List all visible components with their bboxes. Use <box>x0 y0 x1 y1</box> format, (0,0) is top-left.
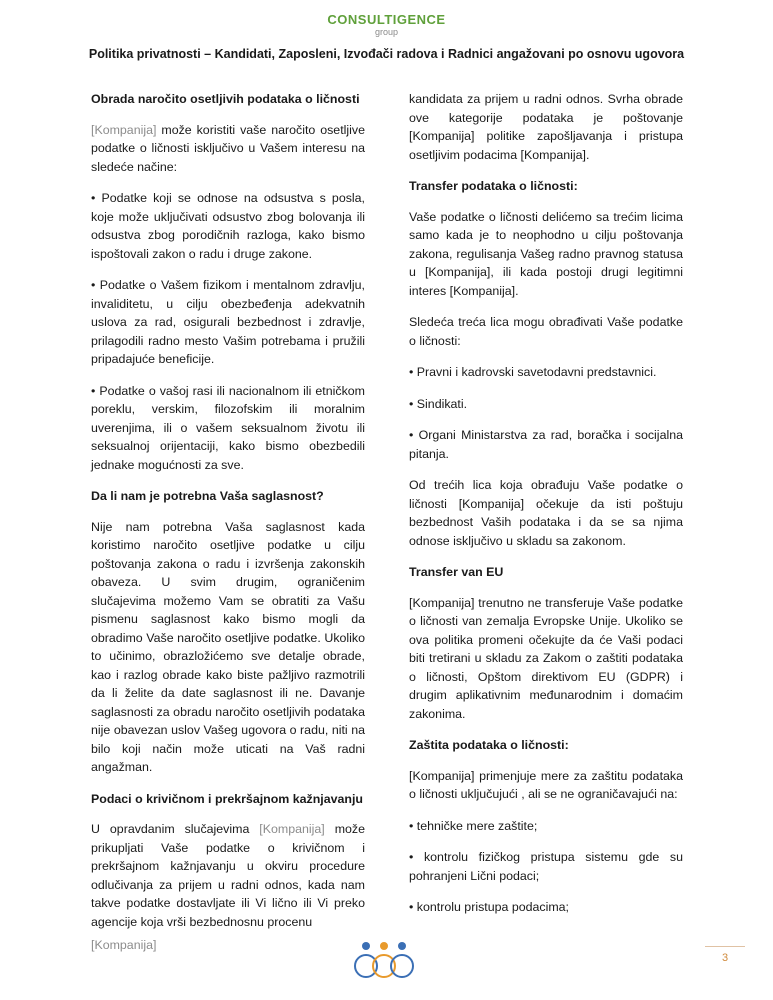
logo-wordmark: CONSULTIGENCE <box>327 12 446 27</box>
company-placeholder: [Kompanija] <box>259 822 325 836</box>
document-title: Politika privatnosti – Kandidati, Zaposleni, Izvođači radova i Radnici angažovani po osnovu ugovora <box>88 47 685 61</box>
bullet-legal-advisors: • Pravni i kadrovski savetodavni predstavnici. <box>409 365 657 379</box>
bullet-technical-measures: • tehničke mere zaštite; <box>409 818 538 833</box>
bullet-unions: • Sindikati. <box>409 396 468 411</box>
third-parties-intro: Sledeća treća lica mogu obrađivati Vaše podatke o ličnosti: <box>409 315 683 348</box>
page-number: 3 <box>722 952 729 964</box>
section-intro-sensitive-data <box>91 121 365 177</box>
section-heading-consent: Da li nam je potrebna Vaša saglasnost? <box>91 489 324 503</box>
footer-logo-icon <box>352 938 416 982</box>
footer-divider <box>705 946 745 947</box>
bullet-absence-data: • Podatke koji se odnose na odsustva s posla, koje može uključivati odsustvo zbog bolovanja ili odsustva zbog porodičnih razloga, kako bismo ispoštovali zakon o radu i druge zakone. <box>91 191 365 261</box>
criminal-text-pre: U opravdanim slučajevima <box>91 822 260 836</box>
section-heading-sensitive-data: Obrada naročito osetljivih podataka o ličnosti <box>91 92 360 106</box>
header-logo <box>0 12 773 37</box>
section-heading-data-protection: Zaštita podataka o ličnosti: <box>409 738 569 752</box>
bullet-physical-access-control: • kontrolu fizičkog pristupa sistemu gde su pohranjeni Lični podaci; <box>409 850 683 883</box>
section-heading-criminal-records: Podaci o krivičnom i prekršajnom kažnjavanju <box>91 791 364 806</box>
bullet-data-access-control: • kontrolu pristupa podacima; <box>409 900 569 914</box>
criminal-text-post: može prikupljati Vaše podatke o krivičnom i prekršajnom kažnjavanju u okviru procedure odlučivanja za prijem u radni odnos, kada nam takve podatke dostavljate ili Vi lično ili Vi preko agencije koja vrši bezbednosnu procenu <box>91 822 365 929</box>
intro-text: može koristiti vaše naročito osetljive podatke o ličnosti isključivo u Vašem interesu na sledeće načine: <box>91 122 365 174</box>
section-heading-transfer-outside-eu: Transfer van EU <box>409 565 504 579</box>
consent-paragraph: Nije nam potrebna Vaša saglasnost kada koristimo naročito osetljive podatke u cilju poštovanja zakona o radu i izvršenja zakonskih obaveza. U svim drugim, ograničenim slučajevima možemo Vam se obratiti za Vašu pismenu saglasnost kako bismo mogli da obradimo Vaše naročito osetljive podatke. Ukoliko to učinimo, obrazložićemo sve detalje obrade, kao i razlog obrade kako biste pažljivo razmotrili da li želite da date saglasnost ili ne. Davanje saglasnosti za obradu naročito osetljivih podataka nije obavezan uslov Vašeg ugovora o radu, niti na bilo koji način može uticati na Vaš radni angažman. <box>91 519 365 774</box>
transfer-paragraph: Vaše podatke o ličnosti delićemo sa trećim licima samo kada je to neophodno u cilju poštovanja zakona, regulisanja Vašeg radno pravnog statusa u [Kompanija], ili kada postoji drugi legitimni interes [Kompanija]. <box>409 209 683 298</box>
right-column <box>409 90 683 930</box>
bullet-health-data: • Podatke o Vašem fizikom i mentalnom zdravlju, invaliditetu, u cilju obezbeđenja adekvatnih uslova za rad, osigurali bezbednost i zdravlje, prilagodili radno mesto Vašim potrebama i pružili pripadajuće beneficije. <box>91 278 365 366</box>
bullet-origin-data: • Podatke o vašoj rasi ili nacionalnom ili etničkom poreklu, verskim, filozofskim ili moralnim uverenjima, ili o vašem seksualnom životu ili seksualnoj orijentaciji, kako bismo obezbedili jednake mogućnosti za sve. <box>91 383 365 472</box>
section-heading-transfer: Transfer podataka o ličnosti: <box>409 179 578 193</box>
logo-subtitle: group <box>374 27 399 37</box>
transfer-outside-eu-paragraph: [Kompanija] trenutno ne transferuje Vaše podatke o ličnosti van zemalja Evropske Unije. Ukoliko se ova politika promeni očekujte da će Vaši podaci biti tretirani u skladu za Zakom o zaštiti podataka o ličnosti, Opštom direktivom EU (GDPR) i drugim aplikativnim međunarodnim i domaćim zakonima. <box>409 595 683 721</box>
left-column <box>91 90 365 944</box>
footer-company: [Kompanija] <box>91 938 157 952</box>
company-placeholder: [Kompanija] <box>91 122 157 137</box>
criminal-records-paragraph <box>91 820 365 931</box>
data-protection-paragraph: [Kompanija] primenjuje mere za zaštitu podataka o ličnosti uključujući , ali se ne ograničavajući na: <box>409 768 683 801</box>
third-parties-outro: Od trećih lica koja obrađuju Vaše podatke o ličnosti [Kompanija] očekuje da isti poštuju bezbednost Vaših podataka i da se sa njima odnose isključivo u skladu sa zakonom. <box>409 478 683 548</box>
bullet-ministry: • Organi Ministarstva za rad, boračka i socijalna pitanja. <box>409 428 683 461</box>
criminal-records-continuation: kandidata za prijem u radni odnos. Svrha obrade ove kategorije podataka je poštovanje [Kompanija] politike zapošljavanja i pristupa osetljivim podacima [Kompanija]. <box>409 92 683 162</box>
